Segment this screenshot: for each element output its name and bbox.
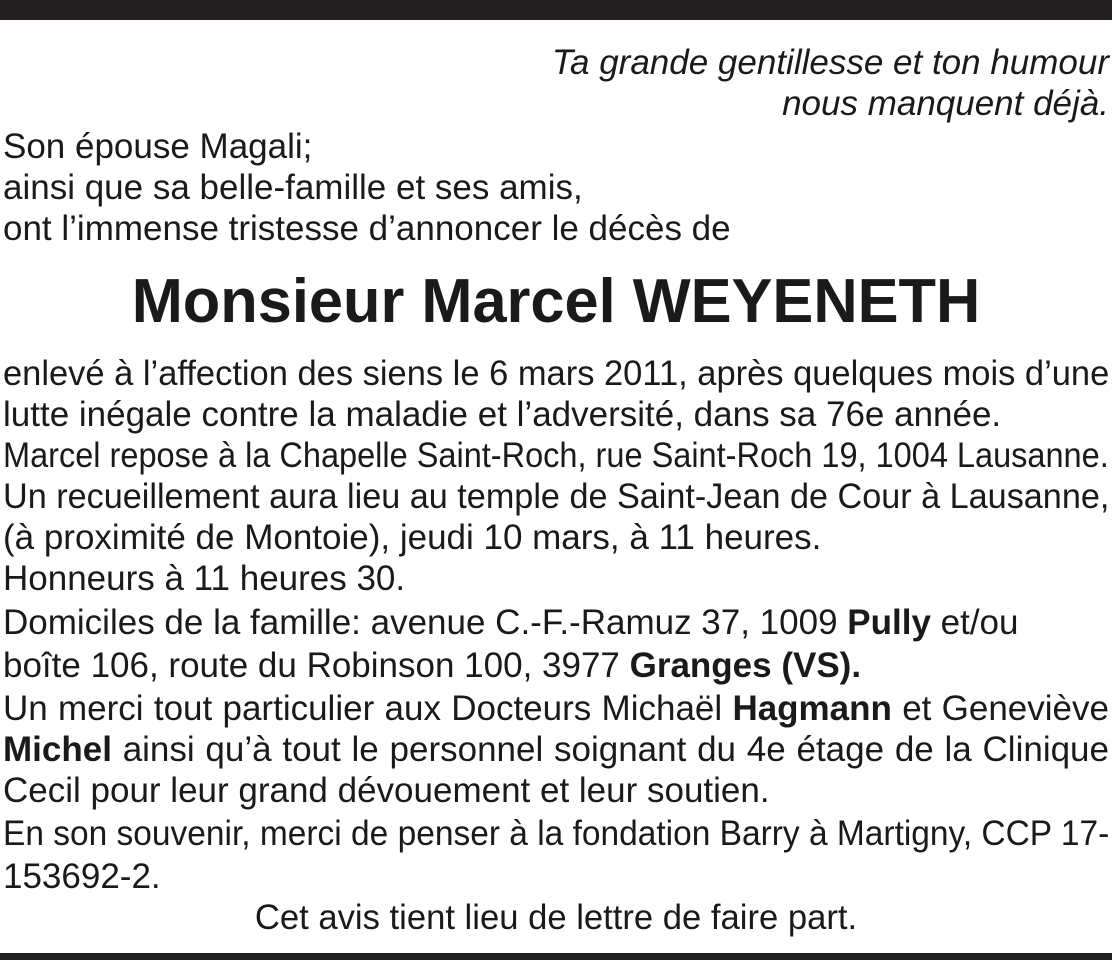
body-line-5: (à proximité de Montoie), jeudi 10 mars, à 11 heures. xyxy=(3,518,822,557)
body-line-4: Un recueillement aura lieu au temple de Saint-Jean de Cour à Lausanne, xyxy=(3,477,1110,516)
doctor-michel: Michel xyxy=(3,730,112,769)
body-line-13: 153692-2. xyxy=(3,857,161,896)
intro-line-3: ont l’immense tristesse d’annoncer le décès de xyxy=(3,209,731,248)
body-line-11: Cecil pour leur grand dévouement et leur soutien. xyxy=(3,771,770,810)
body-line-9 xyxy=(3,688,1109,729)
thanks-text-1: Un merci tout particulier aux Docteurs Michaël xyxy=(3,689,723,728)
town-granges: Granges (VS). xyxy=(629,646,862,685)
address-text-2: boîte 106, route du Robinson 100, 3977 xyxy=(3,646,620,685)
top-border-rule xyxy=(0,0,1112,20)
body-line-8 xyxy=(3,645,1109,686)
body-line-2: lutte inégale contre la maladie et l’adversité, dans sa 76e année. xyxy=(3,395,1002,434)
body-line-10 xyxy=(3,729,1109,770)
doctor-hagmann: Hagmann xyxy=(732,689,892,728)
body-line-6: Honneurs à 11 heures 30. xyxy=(3,559,406,598)
intro-line-1: Son épouse Magali; xyxy=(3,127,313,166)
bottom-border-rule xyxy=(0,953,1112,960)
body-line-1: enlevé à l’affection des siens le 6 mars 2011, après quelques mois d’une xyxy=(3,354,1110,393)
town-pully: Pully xyxy=(847,603,931,642)
address-text-1: Domiciles de la famille: avenue C.-F.-Ramuz 37, 1009 xyxy=(3,603,838,642)
epigraph-quote xyxy=(552,42,1109,124)
quote-line-1: Ta grande gentillesse et ton humour xyxy=(551,43,1109,82)
body-line-7 xyxy=(3,602,1109,643)
closing-note: Cet avis tient lieu de lettre de faire part. xyxy=(254,898,858,937)
quote-line-2: nous manquent déjà. xyxy=(782,84,1109,123)
thanks-text-2: et Geneviève xyxy=(902,689,1109,728)
body-line-3: Marcel repose à la Chapelle Saint-Roch, rue Saint-Roch 19, 1004 Lausanne. xyxy=(3,436,1109,475)
address-and-or: et/ou xyxy=(940,603,1019,642)
deceased-name: Monsieur Marcel WEYENETH xyxy=(131,267,981,336)
thanks-text-3: ainsi qu’à tout le personnel soignant du 4e étage de la Clinique xyxy=(122,730,1109,769)
intro-line-2: ainsi que sa belle-famille et ses amis, xyxy=(3,168,583,207)
body-line-12: En son souvenir, merci de penser à la fondation Barry à Martigny, CCP 17- xyxy=(3,814,1110,853)
